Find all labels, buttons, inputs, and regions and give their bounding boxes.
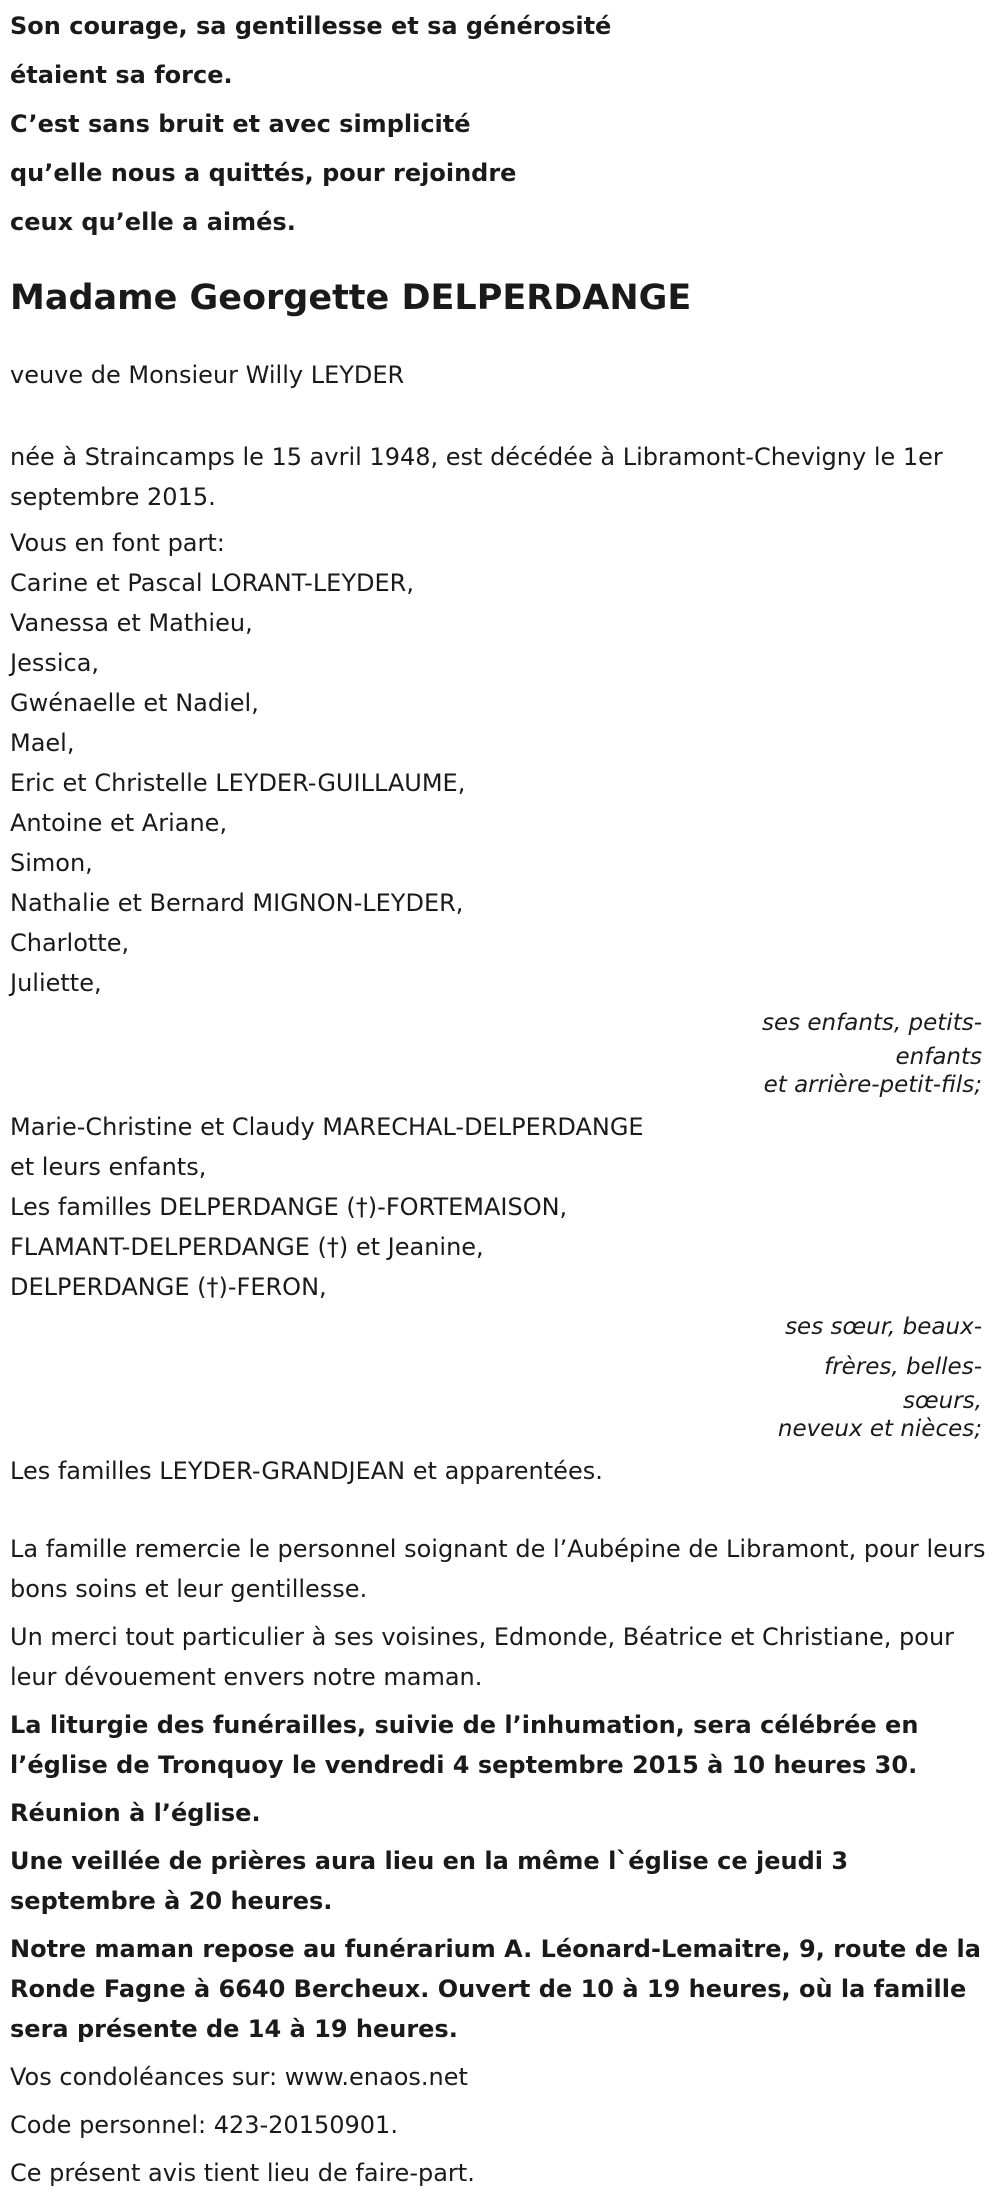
family-line: Mael, — [10, 729, 75, 757]
family-line: Charlotte, — [10, 929, 130, 957]
epigraph-line: Son courage, sa gentillesse et sa générosité — [10, 12, 612, 40]
family-line: Gwénaelle et Nadiel, — [10, 689, 259, 717]
personal-code: Code personnel: 423-20150901. — [10, 2111, 398, 2139]
epigraph — [10, 2, 990, 247]
widow-of: veuve de Monsieur Willy LEYDER — [10, 361, 405, 389]
rest-info: Notre maman repose au funérarium A. Léonard-Lemaitre, 9, route de la Ronde Fagne à 6640 Bercheux. Ouvert de 10 à 19 heures, où la famille sera présente de 14 à 19 heures. — [10, 1935, 981, 2043]
role-siblings — [10, 1307, 990, 1443]
family-line: Jessica, — [10, 649, 100, 677]
condolences-link[interactable]: Vos condoléances sur: www.enaos.net — [10, 2063, 468, 2091]
thanks-staff: La famille remercie le personnel soignant de l’Aubépine de Libramont, pour leurs bons soins et leur gentillesse. — [10, 1535, 986, 1603]
birth-death: née à Straincamps le 15 avril 1948, est décédée à Libramont-Chevigny le 1er septembre 2015. — [10, 443, 943, 511]
family-group-children — [10, 563, 990, 1003]
role-line: ses sœur, beaux- — [785, 1314, 982, 1340]
thanks-neighbours: Un merci tout particulier à ses voisines, Edmonde, Béatrice et Christiane, pour leur dévouement envers notre maman. — [10, 1623, 955, 1691]
family-line: Vanessa et Mathieu, — [10, 609, 253, 637]
family-line: Juliette, — [10, 969, 102, 997]
family-line: Eric et Christelle LEYDER-GUILLAUME, — [10, 769, 466, 797]
role-line: neveux et nièces; — [777, 1416, 982, 1442]
role-children — [10, 1003, 990, 1099]
deceased-name: Madame Georgette DELPERDANGE — [10, 278, 692, 318]
funeral-info: La liturgie des funérailles, suivie de l’inhumation, sera célébrée en l’église de Tronquoy le vendredi 4 septembre 2015 à 10 heures 30. — [10, 1711, 919, 1779]
family-group-siblings — [10, 1107, 990, 1307]
epigraph-line: qu’elle nous a quittés, pour rejoindre — [10, 159, 517, 187]
vigil-info: Une veillée de prières aura lieu en la même l`église ce jeudi 3 septembre à 20 heures. — [10, 1847, 849, 1915]
epigraph-line: étaient sa force. — [10, 61, 233, 89]
obituary-page — [0, 2, 1000, 2207]
family-line: Marie-Christine et Claudy MARECHAL-DELPERDANGE — [10, 1113, 644, 1141]
family-line: Antoine et Ariane, — [10, 809, 228, 837]
role-line: enfants — [895, 1044, 982, 1070]
family-line: Simon, — [10, 849, 93, 877]
announce-intro: Vous en font part: — [10, 529, 225, 557]
family-line: Nathalie et Bernard MIGNON-LEYDER, — [10, 889, 464, 917]
family-line: Les familles DELPERDANGE (†)-FORTEMAISON, — [10, 1193, 568, 1221]
family-group-in-laws: Les familles LEYDER-GRANDJEAN et apparentées. — [10, 1457, 603, 1485]
family-line: FLAMANT-DELPERDANGE (†) et Jeanine, — [10, 1233, 484, 1261]
meeting-info: Réunion à l’église. — [10, 1799, 261, 1827]
role-line: ses enfants, petits- — [761, 1010, 982, 1036]
role-line: frères, belles- — [824, 1354, 982, 1380]
family-line: Carine et Pascal LORANT-LEYDER, — [10, 569, 414, 597]
notice-text: Ce présent avis tient lieu de faire-part. — [10, 2159, 475, 2187]
role-line: sœurs, — [903, 1388, 982, 1414]
epigraph-line: ceux qu’elle a aimés. — [10, 208, 296, 236]
epigraph-line: C’est sans bruit et avec simplicité — [10, 110, 471, 138]
family-line: DELPERDANGE (†)-FERON, — [10, 1273, 327, 1301]
role-line: et arrière-petit-fils; — [763, 1072, 982, 1098]
family-line: et leurs enfants, — [10, 1153, 207, 1181]
